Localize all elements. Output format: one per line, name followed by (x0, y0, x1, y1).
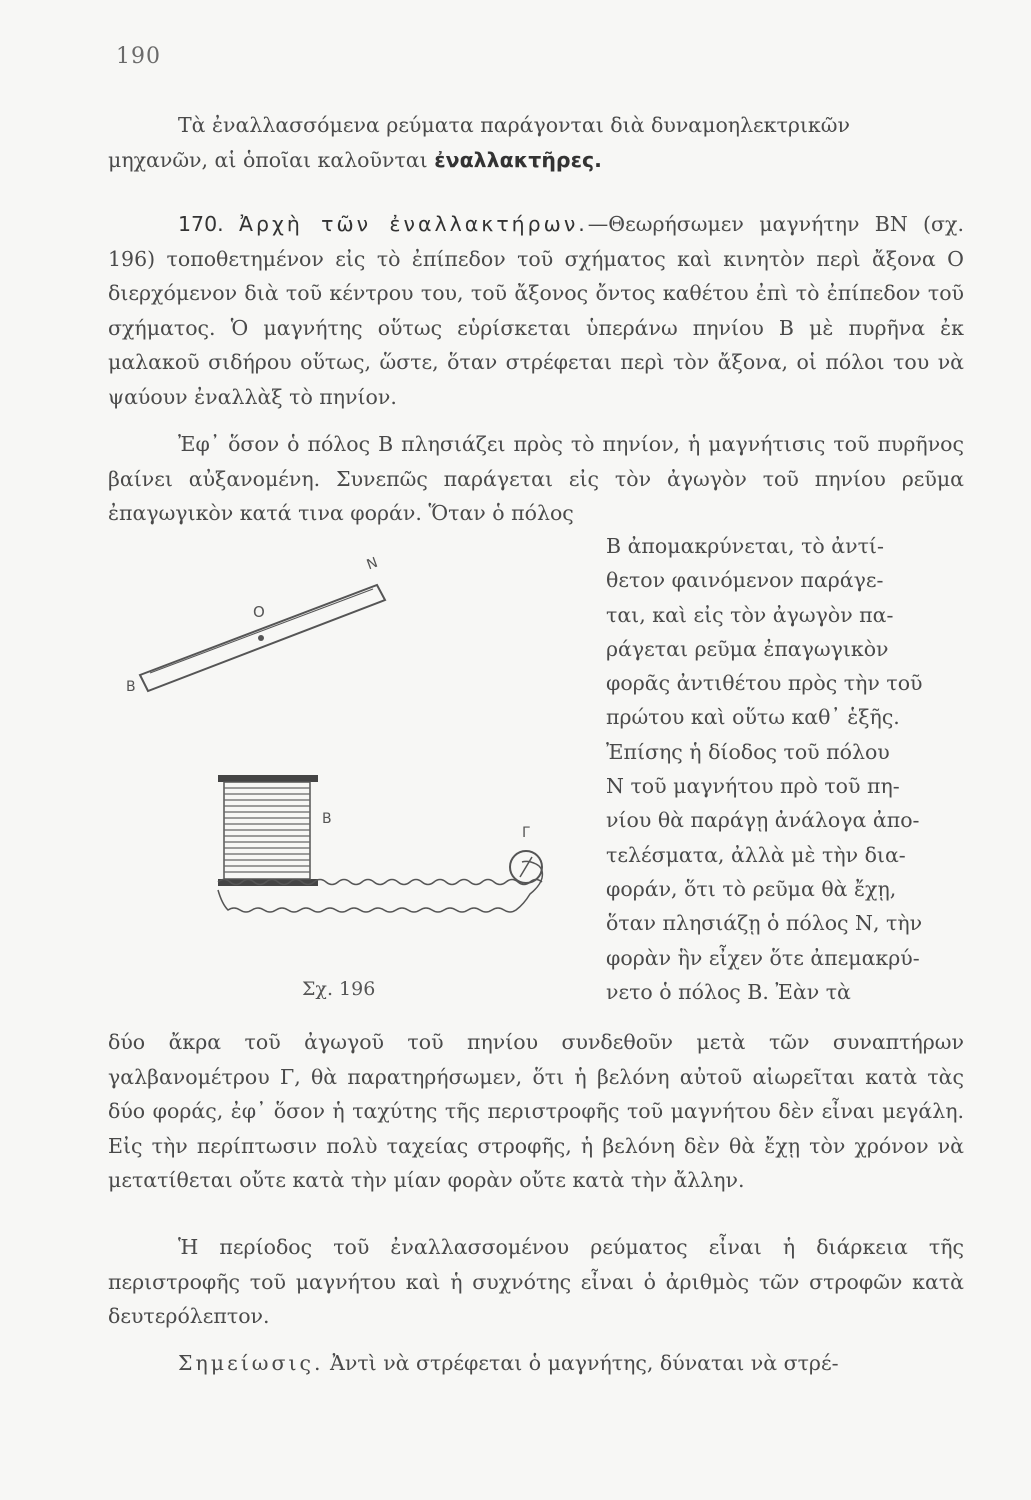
side-line: φορὰν ἣν εἶχεν ὅτε ἀπεμακρύ- (606, 945, 920, 970)
intro-line-2-start: μηχανῶν, αἱ ὁποῖαι καλοῦνται (108, 147, 428, 172)
side-line: θετον φαινόμενον παράγε- (606, 568, 884, 593)
side-line: Β ἀπομακρύνεται, τὸ ἀντί- (606, 534, 884, 558)
label-n: N (364, 554, 381, 574)
note-text: Ἀντὶ νὰ στρέφεται ὁ μαγνήτης, δύναται νὰ στρέ- (330, 1351, 839, 1375)
side-line: φορᾶς ἀντιθέτου πρὸς τὴν τοῦ (606, 671, 923, 696)
side-line: φοράν, ὅτι τὸ ρεῦμα θὰ ἔχῃ, (606, 876, 897, 901)
section-title: Ἀρχὴ τῶν ἐναλλακτήρων. (238, 212, 588, 236)
page-number: 190 (116, 44, 161, 69)
figure-196 (126, 545, 600, 965)
side-line: νίου θὰ παράγῃ ἀνάλογα ἀπο- (606, 808, 920, 833)
intro-line-1: Τὰ ἐναλλασσόμενα ρεύματα παράγονται διὰ δυναμοηλεκτρικῶν (178, 113, 850, 137)
galvanometer (510, 851, 542, 883)
label-b-coil: B (322, 811, 332, 827)
section-text: —Θεωρήσωμεν μαγνήτην ΒΝ (σχ. 196) τοποθετημένον εἰς τὸ ἐπίπεδον τοῦ σχήματος καὶ κινητὸν περὶ ἄξονα Ο διερχόμενον διὰ τοῦ κέντρου του, τοῦ ἄξονος ὄντος καθέτου ἐπὶ τὸ ἐπίπεδον τοῦ σχήματος. Ὁ μαγνήτης οὕτως εὑρίσκεται ὑπεράνω πηνίου Β μὲ πυρῆνα ἐκ μαλακοῦ σιδήρου οὕτως, ὥστε, ὅταν στρέφεται περὶ τὸν ἄξονα, οἱ πόλοι του νὰ ψαύουν ἐναλλὰξ τὸ πηνίον. (108, 212, 964, 409)
period-paragraph: Ἡ περίοδος τοῦ ἐναλλασσομένου ρεύματος εἶναι ἡ διάρκεια τῆς περιστροφῆς τοῦ μαγνήτου καὶ ἡ συχνότης εἶναι ὁ ἀριθμὸς τῶν στροφῶν κατὰ δευτερόλεπτον. (108, 1235, 964, 1328)
galvanometer-paragraph: δύο ἄκρα τοῦ ἀγωγοῦ τοῦ πηνίου συνδεθοῦν μετὰ τῶν συναπτήρων γαλβανομέτρου Γ, θὰ παρατηρήσωμεν, ὅτι ἡ βελόνη αὐτοῦ αἰωρεῖται κατὰ τὰς δύο φοράς, ἐφ᾽ ὅσον ἡ ταχύτης τῆς περιστροφῆς τοῦ μαγνήτου δὲν εἶναι μεγάλη. Εἰς τὴν περίπτωσιν πολὺ ταχείας στροφῆς, ἡ βελόνη δὲν θὰ ἔχῃ τὸν χρόνον νὰ μετατίθεται οὔτε κατὰ τὴν μίαν φορὰν οὔτε κατὰ τὴν ἄλλην. (108, 1030, 964, 1192)
side-line: πρώτου καὶ οὕτω καθ᾽ ἑξῆς. (606, 705, 900, 730)
side-line: τελέσματα, ἀλλὰ μὲ τὴν δια- (606, 842, 906, 867)
coil (218, 775, 318, 886)
section-number: 170. (178, 212, 224, 236)
term-alternators: ἐναλλακτῆρες. (434, 147, 602, 172)
side-line: ράγεται ρεῦμα ἐπαγωγικὸν (606, 636, 889, 661)
note-paragraph (108, 1346, 964, 1381)
side-paragraph (606, 529, 962, 1009)
approach-paragraph: Ἐφ᾽ ὅσον ὁ πόλος Β πλησιάζει πρὸς τὸ πηνίον, ἡ μαγνήτισις τοῦ πυρῆνος βαίνει αὐξανομένη. Συνεπῶς παράγεται εἰς τὸν ἀγωγὸν τοῦ πηνίου ρεῦμα ἐπαγωγικὸν κατά τινα φοράν. Ὅταν ὁ πόλος (108, 432, 964, 525)
note-label: Σημείωσις. (178, 1351, 324, 1375)
side-line: ὅταν πλησιάζῃ ὁ πόλος Ν, τὴν (606, 911, 923, 936)
label-gamma: Γ (522, 825, 530, 841)
label-o: O (253, 603, 265, 621)
side-line: Ἐπίσης ἡ δίοδος τοῦ πόλου (606, 739, 890, 764)
figure-caption: Σχ. 196 (302, 978, 376, 1000)
section-170-paragraph (108, 207, 964, 414)
side-line: νετο ὁ πόλος Β. Ἐὰν τὰ (606, 979, 851, 1004)
label-b-magnet: B (126, 679, 136, 695)
intro-paragraph (108, 108, 964, 177)
side-line: ται, καὶ εἰς τὸν ἀγωγὸν πα- (606, 602, 894, 627)
wire-lower (218, 861, 542, 912)
magnet-axis-point (258, 635, 264, 641)
side-line: Ν τοῦ μαγνήτου πρὸ τοῦ πη- (606, 774, 900, 799)
